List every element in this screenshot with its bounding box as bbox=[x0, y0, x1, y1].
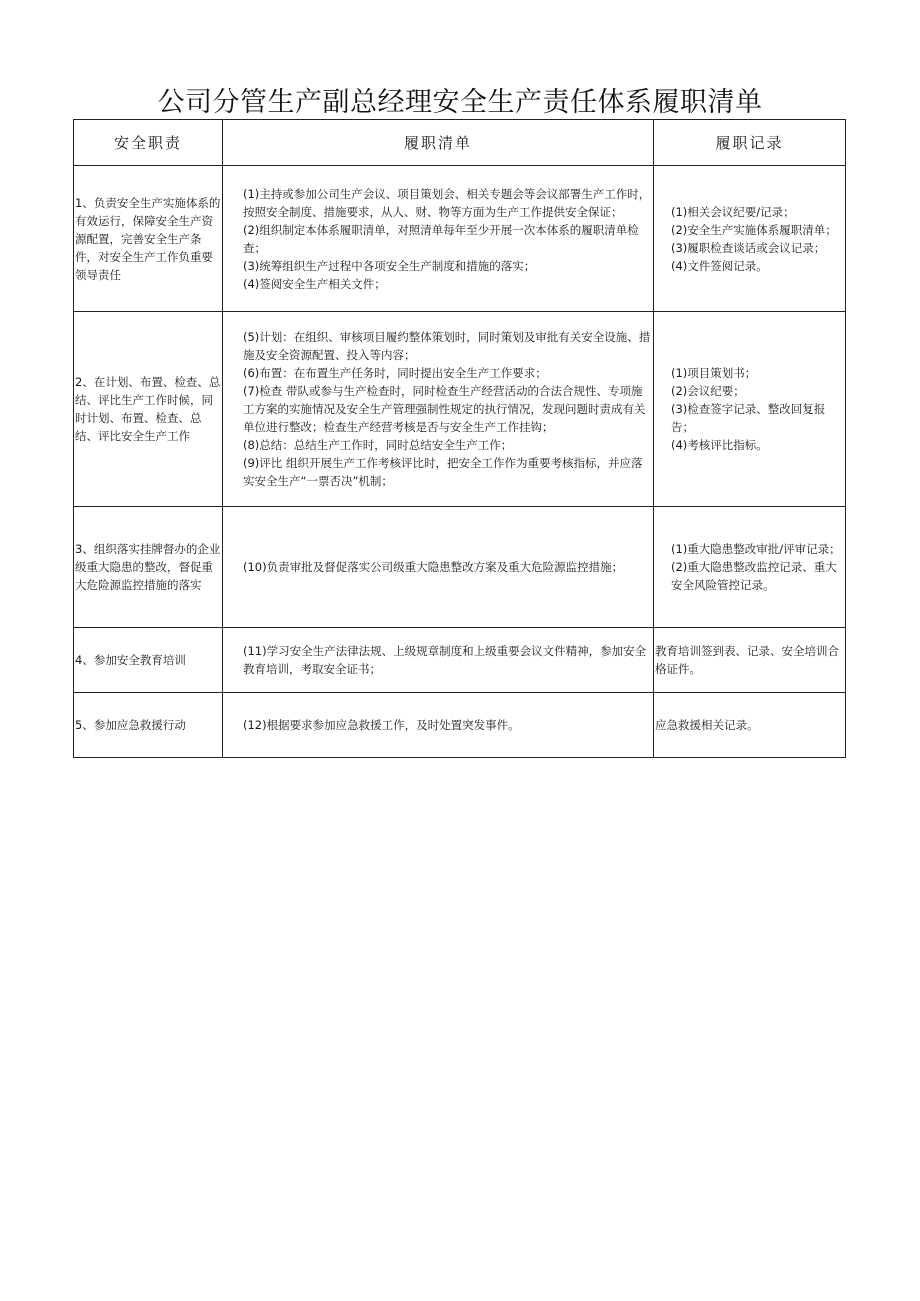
table-row bbox=[74, 628, 846, 693]
duty-table bbox=[73, 119, 846, 758]
record-item: (1)相关会议纪要/记录； bbox=[671, 204, 795, 219]
record-item: (1)项目策划书； bbox=[671, 366, 757, 380]
duty-list-cell bbox=[223, 628, 654, 693]
record-item: (2)会议纪要； bbox=[671, 384, 745, 398]
responsibility-cell: 4、参加安全教育培训 bbox=[74, 628, 223, 693]
duty-item: (1)主持或参加公司生产会议、项目策划会、相关专题会等会议部署生产工作时，按照安全制度、措施要求，从人、财、物等方面为生产工作提供安全保证； bbox=[243, 186, 651, 219]
record-item: (4)考核评比指标。 bbox=[671, 438, 768, 452]
header-duty-record: 履职记录 bbox=[654, 120, 846, 166]
record-item: 教育培训签到表、记录、安全培训合格证件。 bbox=[655, 644, 839, 676]
record-item: (1)重大隐患整改审批/评审记录； bbox=[671, 542, 841, 556]
record-item: 应急救援相关记录。 bbox=[655, 718, 759, 732]
record-item: (4)文件签阅记录。 bbox=[671, 258, 768, 273]
duty-list-cell bbox=[223, 166, 654, 312]
duty-list-cell bbox=[223, 507, 654, 628]
record-cell bbox=[654, 693, 846, 758]
duty-item: (11)学习安全生产法律法规、上级规章制度和上级重要会议文件精神，参加安全教育培训，考取安全证书； bbox=[243, 644, 647, 676]
page-title: 公司分管生产副总经理安全生产责任体系履职清单 bbox=[157, 87, 763, 118]
record-item: (3)履职检查谈话或会议记录； bbox=[671, 240, 826, 255]
table-header-row bbox=[74, 120, 846, 166]
record-cell bbox=[654, 312, 846, 507]
header-duty-list: 履职清单 bbox=[223, 120, 654, 166]
duty-item: (9)评比 组织开展生产工作考核评比时，把安全工作作为重要考核指标，并应落实安全生产“一票否决”机制； bbox=[243, 456, 643, 488]
table-row bbox=[74, 166, 846, 312]
duty-item: (7)检查 带队或参与生产检查时，同时检查生产经营活动的合法合规性、专项施工方案的实施情况及安全生产管理强制性规定的执行情况，发现问题时责成有关单位进行整改；检查生产经营考核是否与安全生产工作挂钩； bbox=[243, 384, 646, 434]
header-safety-duty: 安全职责 bbox=[74, 120, 223, 166]
duty-item: (3)统筹组织生产过程中各项安全生产制度和措施的落实； bbox=[243, 258, 536, 273]
responsibility-cell: 1、负责安全生产实施体系的有效运行，保障安全生产资源配置，完善安全生产条件，对安全生产工作负重要领导责任 bbox=[74, 166, 223, 312]
duty-item: (12)根据要求参加应急救援工作，及时处置突发事件。 bbox=[243, 718, 520, 732]
record-cell bbox=[654, 628, 846, 693]
responsibility-cell: 3、组织落实挂牌督办的企业级重大隐患的整改，督促重大危险源监控措施的落实 bbox=[74, 507, 223, 628]
responsibility-cell: 5、参加应急救援行动 bbox=[74, 693, 223, 758]
duty-item: (4)签阅安全生产相关文件； bbox=[243, 276, 386, 291]
table-row bbox=[74, 312, 846, 507]
table-row bbox=[74, 693, 846, 758]
responsibility-cell: 2、在计划、布置、检查、总结、评比生产工作时候，同时计划、布置、检查、总结、评比安全生产工作 bbox=[74, 312, 223, 507]
duty-item: (5)计划：在组织、审核项目履约整体策划时，同时策划及审批有关安全设施、措施及安全资源配置、投入等内容； bbox=[243, 330, 651, 362]
record-cell bbox=[654, 507, 846, 628]
duty-item: (8)总结：总结生产工作时，同时总结安全生产工作； bbox=[243, 438, 513, 452]
table-row bbox=[74, 507, 846, 628]
record-item: (3)检查签字记录、整改回复报告； bbox=[671, 402, 826, 434]
duty-item: (6)布置：在布置生产任务时，同时提出安全生产工作要求； bbox=[243, 366, 547, 380]
duty-item: (10)负责审批及督促落实公司级重大隐患整改方案及重大危险源监控措施； bbox=[243, 560, 624, 574]
duty-list-cell bbox=[223, 312, 654, 507]
record-cell bbox=[654, 166, 846, 312]
duty-item: (2)组织制定本体系履职清单，对照清单每年至少开展一次本体系的履职清单检查； bbox=[243, 222, 639, 255]
record-item: (2)重大隐患整改监控记录、重大安全风险管控记录。 bbox=[671, 560, 837, 592]
record-item: (2)安全生产实施体系履职清单； bbox=[671, 222, 837, 237]
duty-list-cell bbox=[223, 693, 654, 758]
